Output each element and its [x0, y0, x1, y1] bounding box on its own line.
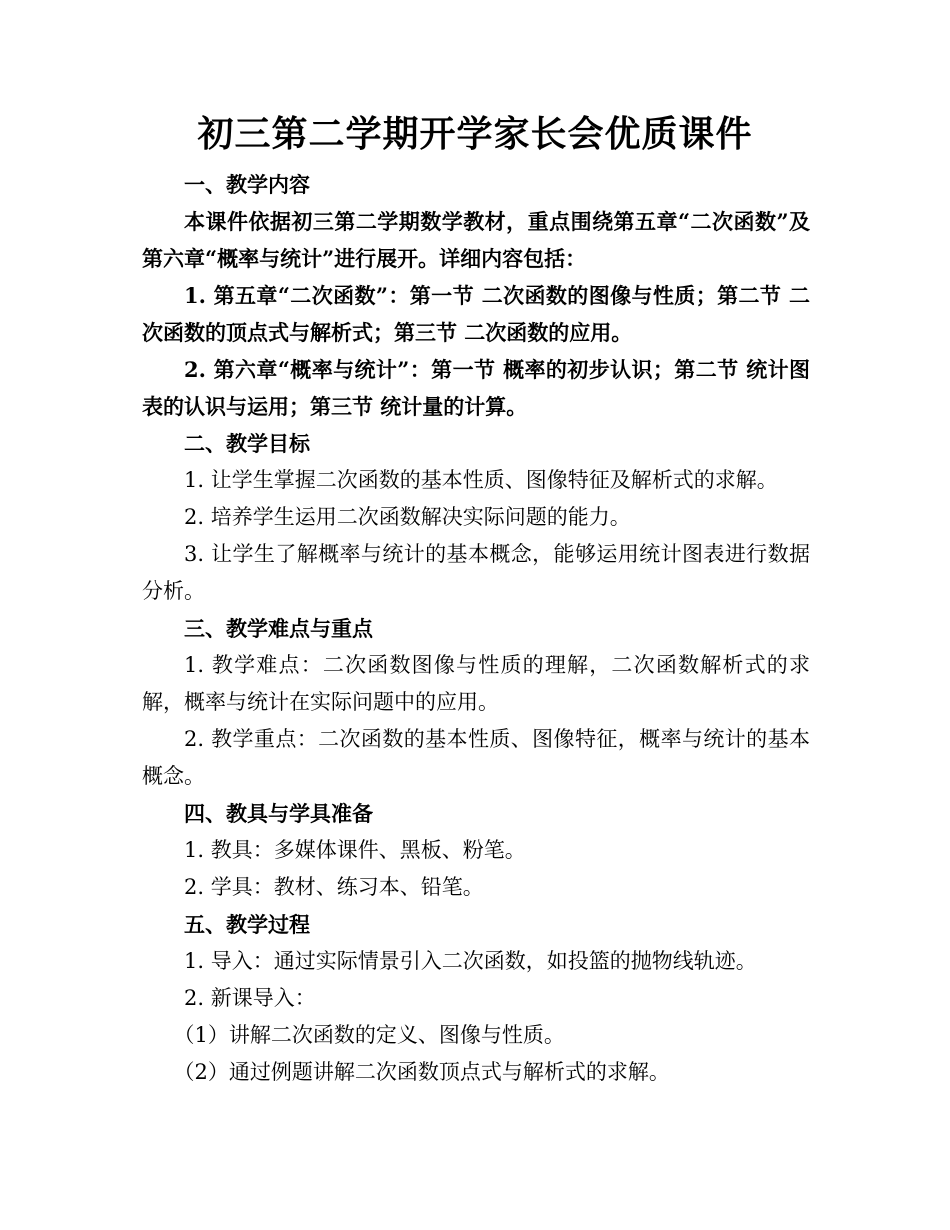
- section-heading-process: 五、教学过程: [184, 912, 310, 937]
- document-body: [142, 166, 810, 1091]
- process-item-new-lesson: 2. 新课导入：: [184, 986, 316, 1010]
- objective-item-3: 3. 让学生了解概率与统计的基本概念，能够运用统计图表进行数据分析。: [142, 542, 810, 603]
- key-point-difficulty: 1. 教学难点：二次函数图像与性质的理解，二次函数解析式的求解，概率与统计在实际问题中的应用。: [142, 653, 810, 714]
- section-heading-objectives: 二、教学目标: [184, 431, 310, 456]
- materials-teacher: 1. 教具：多媒体课件、黑板、粉笔。: [184, 838, 526, 862]
- process-item-intro: 1. 导入：通过实际情景引入二次函数，如投篮的抛物线轨迹。: [184, 949, 757, 973]
- content-item-chapter-6: 2. 第六章“概率与统计”：第一节 概率的初步认识；第二节 统计图表的认识与运用；第三节 统计量的计算。: [142, 357, 810, 419]
- materials-student: 2. 学具：教材、练习本、铅笔。: [184, 875, 484, 899]
- content-item-chapter-5: 1. 第五章“二次函数”：第一节 二次函数的图像与性质；第二节 二次函数的顶点式与解析式；第三节 二次函数的应用。: [142, 283, 810, 345]
- process-subitem-1: （1）讲解二次函数的定义、图像与性质。: [173, 1023, 565, 1047]
- section-heading-materials: 四、教具与学具准备: [184, 801, 373, 826]
- process-subitem-2: （2）通过例题讲解二次函数顶点式与解析式的求解。: [173, 1060, 670, 1084]
- content-intro-paragraph: 本课件依据初三第二学期数学教材，重点围绕第五章“二次函数”及第六章“概率与统计”进行展开。详细内容包括：: [142, 209, 810, 271]
- objective-item-2: 2. 培养学生运用二次函数解决实际问题的能力。: [184, 505, 631, 529]
- section-heading-key-points: 三、教学难点与重点: [184, 616, 373, 641]
- key-point-focus: 2. 教学重点：二次函数的基本性质、图像特征，概率与统计的基本概念。: [142, 727, 810, 788]
- objective-item-1: 1. 让学生掌握二次函数的基本性质、图像特征及解析式的求解。: [184, 468, 778, 492]
- document-title: 初三第二学期开学家长会优质课件: [197, 113, 753, 155]
- section-heading-content: 一、教学内容: [184, 172, 310, 197]
